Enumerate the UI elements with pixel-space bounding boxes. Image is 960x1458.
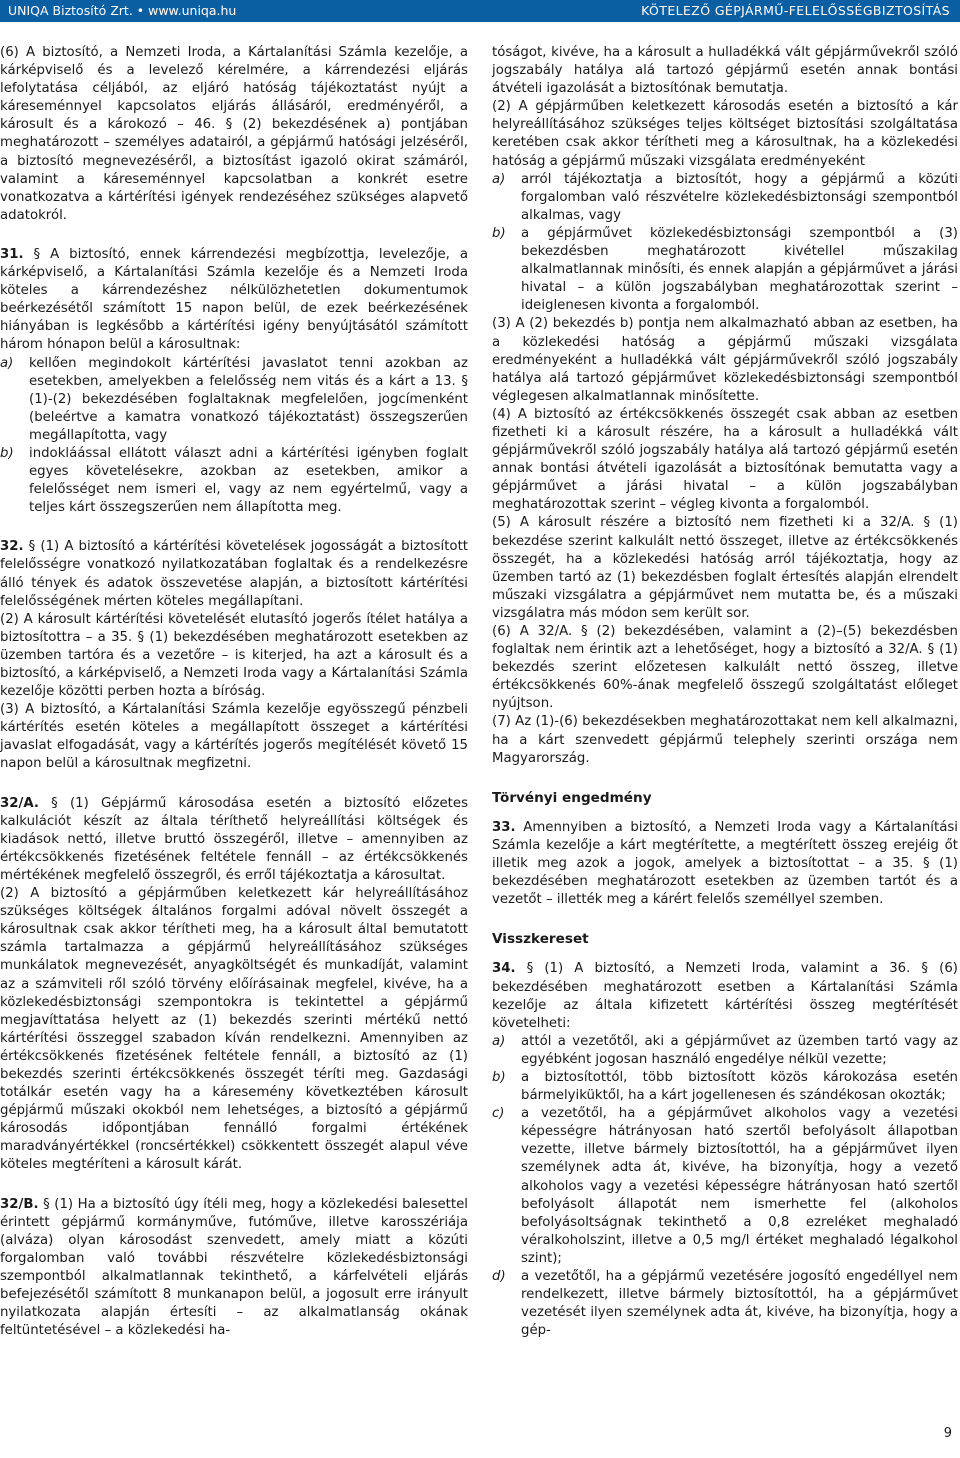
section-number: 32. (0, 539, 24, 555)
list-text: kellően megindokolt kártérítési javaslatot tenni azokban az esetekben, amelyekben a felelősség nem vitás és a kárt a 13. § (1)-(2) bekezdésében foglaltaknak megfelelően, jogcímenként (beleértve a kamatra vonatkozó tájékoztatást) összegszerűen megállapította, vagy (29, 355, 468, 443)
section-number: 34. (492, 961, 516, 977)
document-title: KÖTELEZŐ GÉPJÁRMŰ-FELELŐSSÉGBIZTOSÍTÁS (641, 3, 950, 18)
paragraph: (3) A (2) bekezdés b) pontja nem alkalmazható abban az esetben, ha a közlekedési hatóság a gépjármű műszaki vizsgálata eredményeként a hulladékká vált gépjárművekről szóló jogszabály hatálya alá tartozó gépjárművet közlekedésbiztonsági szempontból véglegesen alkalmatlannak minősítette. (492, 316, 958, 404)
section-31 (0, 246, 468, 355)
list-text: a biztosítottól, több biztosított közös károkozása esetén bármelyiküktől, ha a kárt jogellenesen és szándékosan okozták; (521, 1069, 958, 1104)
list-text: indokláással ellátott választ adni a kártérítési igényben foglalt egyes követelésekre, azokban az esetekben, amikor a felelősséget nem ismeri el, vagy az nem egyértelmű, vagy a teljes kárt összegszerűen nem állapította meg. (29, 445, 468, 516)
list-label: b) (492, 1069, 506, 1085)
section-heading: Törvényi engedmény (492, 789, 652, 806)
list-item (492, 225, 958, 315)
list-label: a) (492, 1033, 506, 1049)
section-34 (492, 960, 958, 1032)
list-item (492, 1069, 958, 1105)
paragraph: (2) A biztosító a gépjárműben keletkezett kár helyreállításához szükséges költségek általános forgalmi adóval növelt összegét a károsultnak csak akkor térítheti meg, ha a károsult által bemutatott számla tartalmazza a gépjármű helyreállításához szükséges munkálatok megnevezését, anyagköltségét és munkadíját, valamint az a számviteli ről szóló törvény előírásainak megfelel, kivéve, ha a közlekedésbiztonsági szempontokra is tekintettel a gépjármű megjavíttatása helyett az (1) bekezdés szerinti mértékű nettó kártérítési összeggel szabadon kíván rendelkezni. Amennyiben az értékcsökkenés fizetésének feltétele fennáll, a biztosító az (1) bekezdés szerinti értékcsökkenés összegét téríti meg. Gazdasági totálkár esetén vagy ha a káresemény következtében károsult gépjármű műszaki okokból nem lehetséges, a biztosító a gépjármű károsodás időpontjában fennálló forgalmi értékének maradványértékkel (roncsértékkel) csökkentett összegét alapul véve köteles megtéríteni a károsult kárát. (0, 886, 468, 1173)
section-text: § (1) A biztosító, a Nemzeti Iroda, valamint a 36. § (6) bekezdésében meghatározott esetben a Kártalanítási Számla kezelője az általa kifizetett kártérítési összeg megtérítését követelheti: (492, 961, 958, 1031)
paragraph: (2) A károsult kártérítési követelését elutasító jogerős ítélet hatálya a biztosítottra – a 35. § (1) bekezdésében meghatározott esetekben az üzemben tartóra és a vezetőre – is kiterjed, ha azt a károsult és a biztosító, a kárképviselő, a Nemzeti Iroda vagy a Kártalanítási Számla kezelője közötti perben hozta a bíróság. (0, 611, 468, 700)
list-text: a gépjárművet közlekedésbiztonsági szempontból a (3) bekezdésben meghatározott kivétellel műszakilag alkalmatlannak minősíti, és ennek alapján a gépjárművet a járási hivatal – a külön jogszabályban meghatározottak szerint – ideiglenesen kivonta a forgalomból. (521, 225, 958, 314)
list-label: b) (492, 225, 506, 241)
paragraph: (6) A 32/A. § (2) bekezdésében, valamint a (2)–(5) bekezdésben foglaltak nem érintik azt a lehetőséget, hogy a biztosító a 32/A. § (1) bekezdés szerint előzetesen kalkulált nettó összeg, illetve értékcsökkenés 60%-ának megfelelő összegű szolgáltatást előleget nyújtson. (492, 624, 958, 712)
paragraph: (3) A biztosító, a Kártalanítási Számla kezelője egyösszegű pénzbeli kártérítés esetén köteles a megállapított összeget a kártérítési javaslat elfogadását, vagy a kártérítés jogerős megítélését követő 15 napon belül a károsultnak megfizetni. (0, 702, 468, 772)
list-text: a vezetőtől, ha a gépjármű vezetésére jogosító engedéllyel nem rendelkezett, illetve bármely biztosítottól, ha a gépjárművet vezetését ilyen személynek adta át, kivéve, ha bizonyítja, hogy a gép- (521, 1269, 958, 1339)
page-number: 9 (943, 1426, 952, 1441)
section-heading: Visszkereset (492, 931, 589, 948)
paragraph: (5) A károsult részére a biztosító nem fizetheti ki a 32/A. § (1) bekezdése szerint kalkulált nettó összeget, illetve az értékcsökkenés összegét, ha a közlekedési hatóság arról tájékoztatja, hogy az üzemben tartó az (1) bekezdésben foglalt értesítés alapján elrendelt műszaki vizsgálatra a gépjárművet nem mutatta be, és a műszaki vizsgálatra más módon sem került sor. (492, 515, 958, 621)
paragraph: (2) A gépjárműben keletkezett károsodás esetén a biztosító a kár helyreállításához szükséges teljes költséget biztosítási szolgáltatása keretében csak akkor térítheti meg a károsultnak, ha a közlekedési hatóság a gépjármű műszaki vizsgálata eredményeként (492, 99, 958, 169)
list-label: a) (492, 171, 506, 187)
section-number: 31. (0, 246, 24, 262)
section-33 (492, 819, 958, 909)
paragraph: (4) A biztosító az értékcsökkenés összegét csak abban az esetben fizetheti ki a károsult részére, ha a károsult a hulladékká vált gépjárművekről szóló jogszabály hatálya alá tartozó gépjármű esetén annak bontási átvételi igazolását a biztosítónak bemutatta vagy a gépjárművet a járási hivatal – a külön jogszabályban meghatározottak szerint – végleg kivonta a forgalomból. (492, 406, 958, 513)
list-text: a vezetőtől, ha a gépjárművet alkoholos vagy a vezetési képességre hátrányosan ható szertől befolyásolt állapotban vezette, illetve bármely biztosítottól, ha a gépjárművet ilyen személynek adta át, kivéve, ha bizonyítja, hogy a vezető alkoholos vagy a vezetési képességre hátrányosan ható szertől befolyásolt állapotát nem ismerhette fel (alkoholos befolyásoltságnak tekinthető a 0,8 ezreléket meghaladó véralkoholszint, illetve a 0,5 mg/l értéket meghaladó légalkohol szint); (521, 1106, 958, 1266)
paragraph: (7) Az (1)-(6) bekezdésekben meghatározottakat nem kell alkalmazni, ha a kárt szenvedett gépjármű telephely szerinti országa nem Magyarország. (492, 714, 958, 766)
right-column (492, 44, 958, 1340)
section-32a (0, 795, 468, 885)
paragraph: (6) A biztosító, a Nemzeti Iroda, a Kártalanítási Számla kezelője, a kárképviselő és a levelező kérelmére, a kárrendezési eljárás lefolytatása céljából, az eljáró hatóság tájékoztatást nyújt a káreseménnyel kapcsolatos eljárás állásáról, eredményéről, a károsult és a károkozó – 46. § (2) bekezdésének a) pontjában meghatározott – személyes adatairól, a gépjármű hatósági jelzéséről, a biztosító megnevezéséről, a biztosítást igazoló okirat számáról, valamint a káreseménnyel kapcsolatban a konkrét esetre vonatkozatva a kártérítési igények rendezéséhez szükséges alapvető adatokról. (0, 45, 468, 223)
list-item (492, 1033, 958, 1069)
list-item (492, 171, 958, 225)
section-number: 32/A. (0, 795, 39, 811)
section-32 (0, 538, 468, 610)
section-text: § (1) Ha a biztosító úgy ítéli meg, hogy a közlekedési balesettel érintett gépjármű kormányműve, futóműve, illetve karosszériája (alváza) olyan károsodást szenvedett, amely miatt a közúti forgalomban való további részvételre közlekedésbiztonsági szempontból alkalmatlannak tekinthető, a kárfelvételi eljárás befejezésétől számított 8 munkanapon belül, a jogosult erre irányult nyilatkozata alapján értesíti – az alkalmatlanság okának feltüntetésével – a közlekedési ha- (0, 1196, 468, 1339)
section-text: Amennyiben a biztosító, a Nemzeti Iroda vagy a Kártalanítási Számla kezelője a kárt megtérítette, a megtérített összeg erejéig őt illetik meg azok a jogok, amelyek a biztosítottat – a 35. § (1) bekezdésében meghatározott esetekben az üzemben tartót és a vezetőt – illették meg a kárért felelős személlyel szemben. (492, 819, 958, 908)
list-label: a) (0, 355, 14, 371)
list-text: attól a vezetőtől, aki a gépjárművet az üzemben tartó vagy az egyébként jogosan használó engedélye nélkül vezette; (521, 1033, 958, 1067)
list-label: d) (492, 1269, 506, 1284)
list-label: b) (0, 445, 14, 461)
section-number: 33. (492, 819, 516, 835)
list-item (492, 1105, 958, 1268)
section-number: 32/B. (0, 1196, 39, 1212)
list-item (0, 355, 468, 445)
left-column (0, 44, 468, 1340)
section-32b (0, 1196, 468, 1341)
page-header-bar (0, 0, 960, 22)
section-text: § (1) Gépjármű károsodása esetén a biztosító előzetes kalkulációt készít az általa téríthető helyreállítási költségek és kiadások nettó, illetve bruttó összegéről, illetve – amennyiben az értékcsökkenés fizetésének feltétele fennáll – az értékcsökkenés mértékének megfelelő összegről, és erről tájékoztatja a károsultat. (0, 795, 468, 883)
section-text: § A biztosító, ennek kárrendezési megbízottja, levelezője, a kárképviselő, a Kártalanítási Számla kezelője és a Nemzeti Iroda köteles a kárrendezéshez nélkülözhetetlen dokumentumok beérkezésétől számított 15 napon belül, de ezek beérkezésének hiányában is legkésőbb a kártérítési igény benyújtásától számított három hónapon belül a károsultnak: (0, 246, 468, 353)
list-item (492, 1268, 958, 1340)
list-label: c) (492, 1106, 505, 1122)
section-text: § (1) A biztosító a kártérítési követelések jogosságát a biztosított felelősségre vonatkozó nyilatkozatában foglaltak és a rendelkezésre álló tények és adatok összevetése alapján, a biztosított kártérítési felelősségének mérten köteles megállapítani. (0, 539, 468, 609)
publisher-label: UNIQA Biztosító Zrt. • www.uniqa.hu (8, 3, 237, 18)
list-item (0, 445, 468, 517)
paragraph: tóságot, kivéve, ha a károsult a hulladékká vált gépjárművekről szóló jogszabály hatálya alá tartozó gépjármű esetén annak bontási átvételi igazolását a biztosítónak bemutatja. (492, 45, 958, 97)
list-text: arról tájékoztatja a biztosítót, hogy a gépjármű a közúti forgalomban való részvételre közlekedésbiztonsági szempontból alkalmas, vagy (521, 171, 958, 223)
